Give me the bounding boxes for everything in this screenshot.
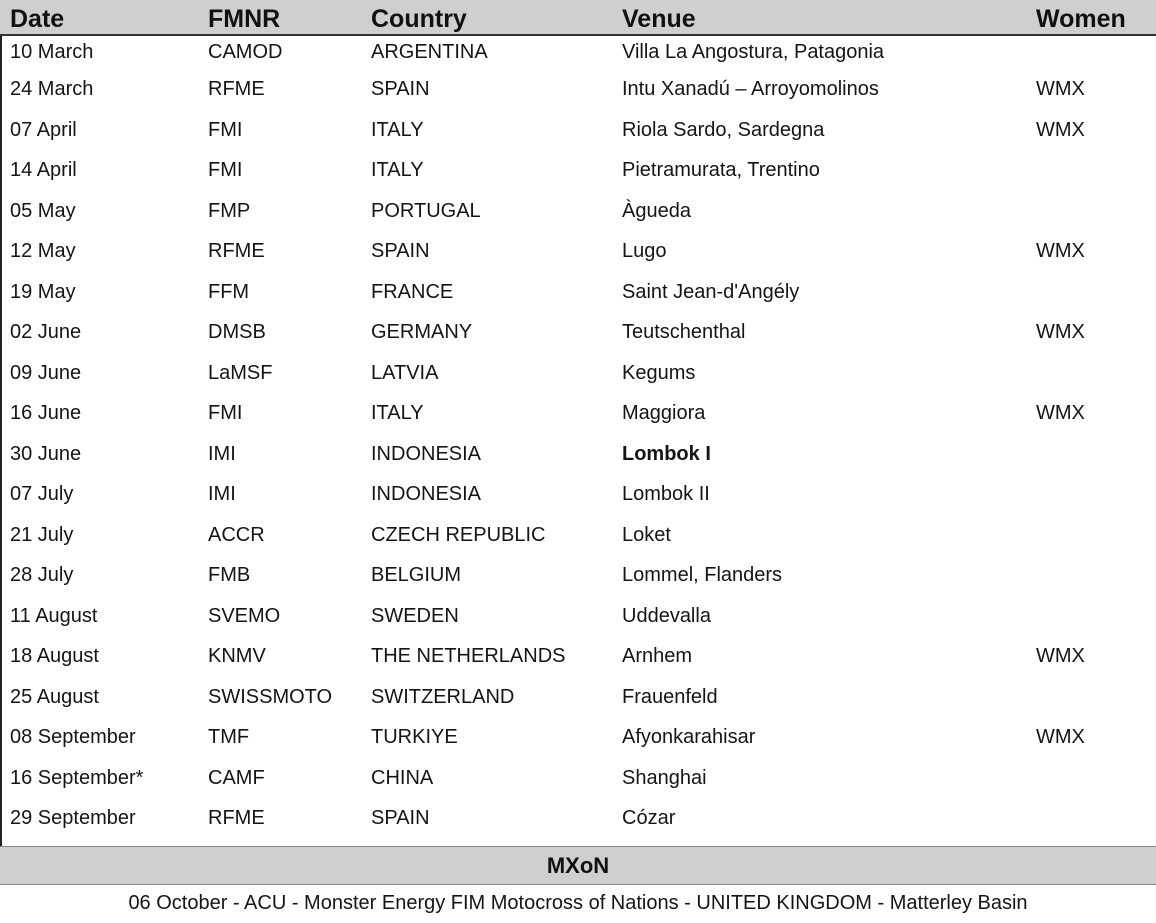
cell-country: THE NETHERLANDS (371, 645, 566, 667)
header-country: Country (371, 5, 467, 33)
cell-country: FRANCE (371, 280, 454, 303)
cell-fmnr: TMF (208, 726, 250, 748)
cell-fmnr: SWISSMOTO (208, 685, 333, 708)
cell-fmnr: CAMOD (208, 41, 283, 63)
cell-country: CHINA (371, 766, 434, 789)
cell-fmnr: FMI (208, 118, 243, 141)
cell-women: WMX (1036, 645, 1085, 667)
cell-venue: Villa La Angostura, Patagonia (622, 41, 885, 63)
cell-date: 14 April (10, 159, 77, 181)
cell-date: 19 May (10, 280, 76, 303)
cell-fmnr: RFME (208, 240, 265, 262)
cell-date: 12 May (10, 240, 76, 262)
cell-fmnr: RFME (208, 78, 265, 100)
cell-date: 16 September* (10, 766, 144, 789)
table-row (0, 677, 1156, 718)
cell-date: 29 September (10, 807, 136, 829)
cell-women: WMX (1036, 321, 1085, 343)
cell-date: 08 September (10, 726, 136, 748)
cell-venue: Riola Sardo, Sardegna (622, 118, 825, 141)
cell-venue: Àgueda (622, 199, 691, 222)
header-date: Date (10, 5, 65, 33)
cell-venue: Intu Xanadú – Arroyomolinos (622, 78, 879, 100)
table-header (0, 0, 1156, 36)
cell-fmnr: FMI (208, 402, 243, 424)
cell-women: WMX (1036, 402, 1085, 424)
cell-venue: Lombok II (622, 483, 710, 505)
cell-date: 28 July (10, 564, 74, 586)
cell-venue: Arnhem (622, 645, 693, 667)
cell-country: ITALY (371, 118, 424, 141)
cell-fmnr: LaMSF (208, 361, 273, 384)
mxon-section-header: MXoN (0, 846, 1156, 885)
header-venue: Venue (622, 5, 696, 33)
cell-date: 30 June (10, 442, 82, 465)
table-row (0, 717, 1156, 758)
cell-venue: Lugo (622, 240, 667, 262)
table-row (0, 110, 1156, 151)
table-row (0, 312, 1156, 353)
cell-fmnr: FFM (208, 280, 250, 303)
cell-women: WMX (1036, 240, 1085, 262)
table-row (0, 69, 1156, 110)
cell-venue: Saint Jean-d'Angély (622, 280, 800, 303)
cell-country: ITALY (371, 159, 424, 181)
cell-date: 11 August (10, 604, 98, 627)
table-row (0, 231, 1156, 272)
table-row (0, 474, 1156, 515)
cell-date: 07 April (10, 118, 77, 141)
cell-date: 09 June (10, 361, 82, 384)
header-fmnr: FMNR (208, 5, 281, 33)
cell-fmnr: ACCR (208, 523, 265, 546)
table-row (0, 191, 1156, 232)
cell-venue: Shanghai (622, 766, 707, 789)
cell-fmnr: SVEMO (208, 604, 281, 627)
cell-venue: Uddevalla (622, 604, 711, 627)
cell-date: 24 March (10, 78, 94, 100)
table-row (0, 353, 1156, 394)
cell-date: 25 August (10, 685, 99, 708)
cell-country: LATVIA (371, 361, 439, 384)
cell-women: WMX (1036, 726, 1085, 748)
cell-fmnr: DMSB (208, 321, 266, 343)
mxon-event-line: 06 October - ACU - Monster Energy FIM Motocross of Nations - UNITED KINGDOM - Matterley Basin (128, 892, 1028, 914)
cell-date: 07 July (10, 483, 74, 505)
cell-country: SPAIN (371, 807, 430, 829)
table-row (0, 36, 1156, 69)
cell-venue: Pietramurata, Trentino (622, 159, 820, 181)
table-row (0, 434, 1156, 475)
cell-date: 05 May (10, 199, 76, 222)
table-row (0, 596, 1156, 637)
cell-fmnr: FMI (208, 159, 243, 181)
cell-country: SWEDEN (371, 604, 459, 627)
cell-fmnr: IMI (208, 442, 236, 465)
cell-fmnr: CAMF (208, 766, 265, 789)
cell-country: SPAIN (371, 78, 430, 100)
cell-venue: Loket (622, 523, 671, 546)
cell-date: 02 June (10, 321, 82, 343)
table-row (0, 515, 1156, 556)
header-women: Women (1036, 5, 1126, 33)
cell-women: WMX (1036, 118, 1085, 141)
cell-country: SPAIN (371, 240, 430, 262)
table-row (0, 555, 1156, 596)
cell-date: 21 July (10, 523, 74, 546)
cell-date: 16 June (10, 402, 82, 424)
cell-country: ITALY (371, 402, 424, 424)
cell-fmnr: RFME (208, 807, 265, 829)
cell-country: ARGENTINA (371, 41, 488, 63)
cell-country: BELGIUM (371, 564, 462, 586)
cell-date: 18 August (10, 645, 99, 667)
cell-country: INDONESIA (371, 483, 482, 505)
cell-venue: Lombok I (622, 442, 711, 465)
cell-fmnr: IMI (208, 483, 236, 505)
cell-women: WMX (1036, 78, 1085, 100)
cell-country: INDONESIA (371, 442, 482, 465)
cell-fmnr: FMP (208, 199, 251, 222)
cell-venue: Maggiora (622, 402, 706, 424)
table-row (0, 272, 1156, 313)
table-body (0, 36, 1156, 839)
cell-country: TURKIYE (371, 726, 458, 748)
cell-venue: Afyonkarahisar (622, 726, 756, 748)
table-row (0, 393, 1156, 434)
cell-venue: Frauenfeld (622, 685, 718, 708)
cell-venue: Teutschenthal (622, 321, 746, 343)
cell-country: SWITZERLAND (371, 685, 515, 708)
cell-fmnr: FMB (208, 564, 251, 586)
table-row (0, 798, 1156, 839)
table-row (0, 758, 1156, 799)
cell-venue: Cózar (622, 807, 676, 829)
table-row (0, 636, 1156, 677)
cell-country: CZECH REPUBLIC (371, 523, 546, 546)
cell-fmnr: KNMV (208, 645, 266, 667)
cell-country: GERMANY (371, 321, 473, 343)
cell-venue: Kegums (622, 361, 696, 384)
cell-country: PORTUGAL (371, 199, 481, 222)
cell-date: 10 March (10, 41, 94, 63)
table-row (0, 150, 1156, 191)
cell-venue: Lommel, Flanders (622, 564, 783, 586)
